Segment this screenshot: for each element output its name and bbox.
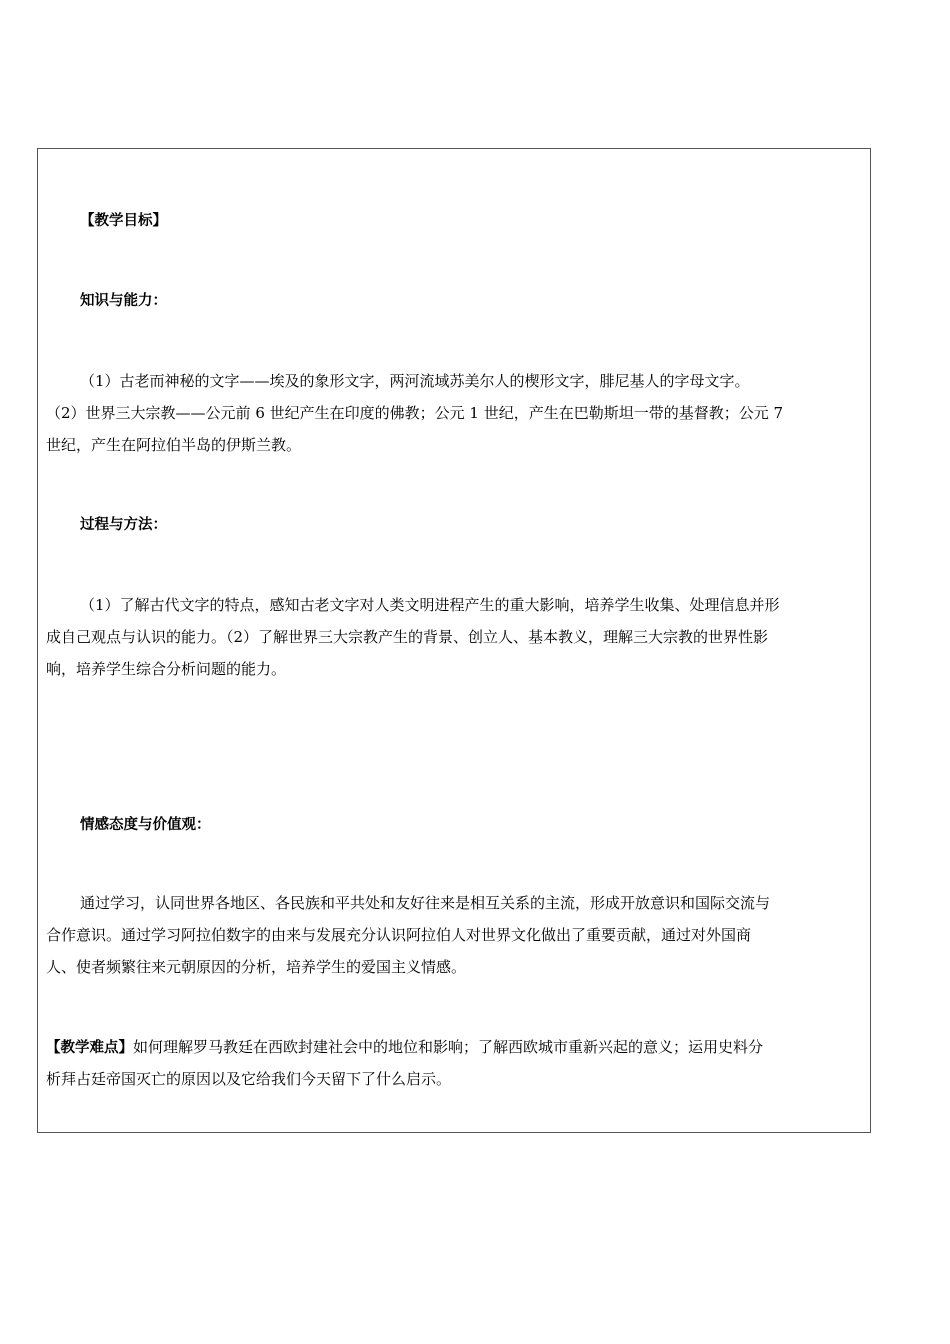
emotion-heading: 情感态度与价值观： xyxy=(80,817,211,833)
knowledge-line: （1）古老而神秘的文字——埃及的象形文字，两河流域苏美尔人的楔形文字，腓尼基人的字母文字。 xyxy=(80,372,750,390)
process-line: 成自己观点与认识的能力。（2）了解世界三大宗教产生的背景、创立人、基本教义，理解三大宗教的世界性影 xyxy=(46,628,769,646)
difficulty-line: 析拜占廷帝国灭亡的原因以及它给我们今天留下了什么启示。 xyxy=(46,1070,452,1088)
difficulty-label: 【教学难点】 xyxy=(46,1040,133,1056)
content-box xyxy=(37,148,871,1133)
difficulty-line xyxy=(46,1031,860,1064)
emotion-line: 人、使者频繁往来元朝原因的分析，培养学生的爱国主义情感。 xyxy=(46,958,467,976)
process-line: 响，培养学生综合分析问题的能力。 xyxy=(46,660,287,678)
knowledge-heading: 知识与能力： xyxy=(80,293,167,309)
emotion-line: 通过学习，认同世界各地区、各民族和平共处和友好往来是相互关系的主流，形成开放意识和国际交流与 xyxy=(80,894,771,912)
knowledge-line: 世纪，产生在阿拉伯半岛的伊斯兰教。 xyxy=(46,436,302,454)
difficulty-text: 如何理解罗马教廷在西欧封建社会中的地位和影响；了解西欧城市重新兴起的意义；运用史料分 xyxy=(133,1038,764,1056)
teaching-goals-heading: 【教学目标】 xyxy=(80,213,167,229)
process-line: （1）了解古代文字的特点，感知古老文字对人类文明进程产生的重大影响，培养学生收集、处理信息并形 xyxy=(80,596,780,614)
process-heading: 过程与方法： xyxy=(80,517,167,533)
knowledge-line: （2）世界三大宗教——公元前 6 世纪产生在印度的佛教；公元 1 世纪，产生在巴勒斯坦一带的基督教；公元 7 xyxy=(46,404,784,422)
emotion-line: 合作意识。通过学习阿拉伯数字的由来与发展充分认识阿拉伯人对世界文化做出了重要贡献，通过对外国商 xyxy=(46,926,752,944)
